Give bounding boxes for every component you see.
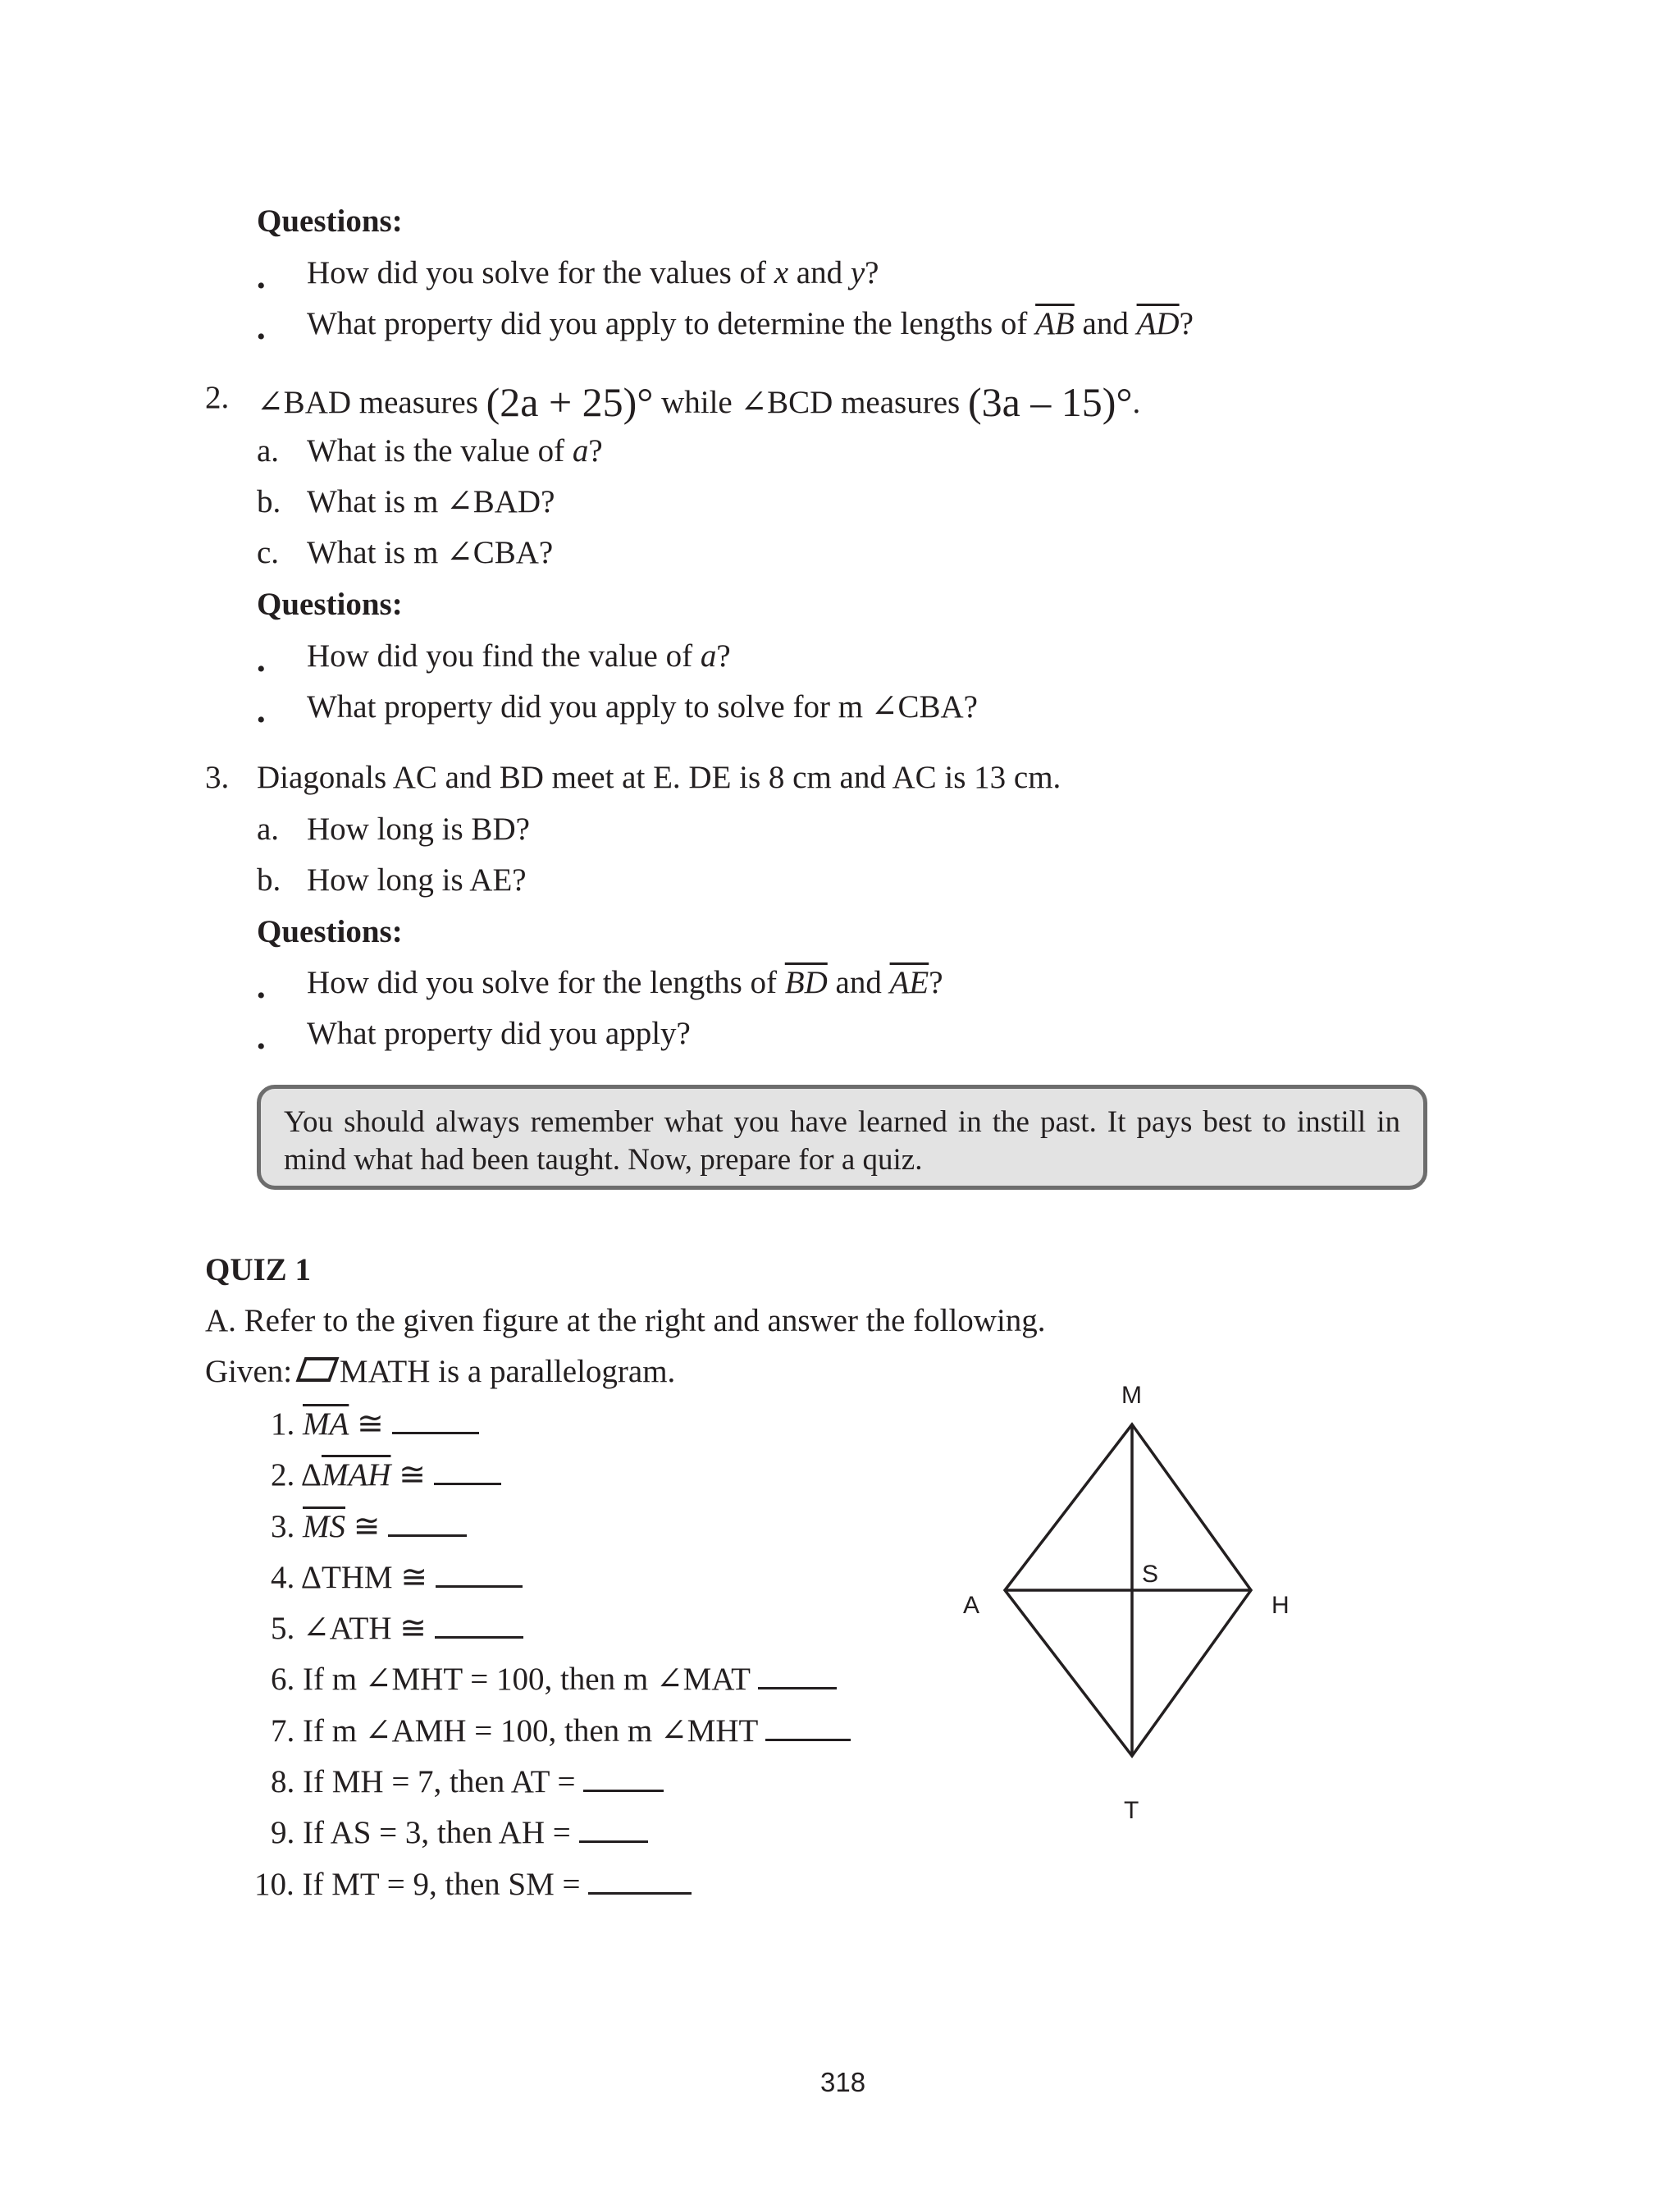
question-lengths-bd-ae: How did you solve for the lengths of $\overline{BD}$ and $\overline{AE}$?: [307, 965, 943, 1000]
bullet: •: [257, 706, 266, 734]
part-length-ae: How long is AE?: [307, 862, 527, 898]
parallelogram-symbol-icon: [295, 1357, 339, 1382]
reminder-note-text: You should always remember what you have learned in the past. It pays best to instill in mind what had been taught. Now, prepare for a quiz.: [284, 1105, 1400, 1177]
item-number-2: 2.: [205, 380, 230, 415]
item-number-3: 3.: [205, 760, 230, 795]
parallelogram-math-figure: [935, 1378, 1312, 1838]
quiz-instruction: A. Refer to the given figure at the right and answer the following.: [205, 1303, 1046, 1338]
part-m-cba: What is m ∠CBA?: [307, 535, 554, 570]
bullet: •: [257, 982, 266, 1009]
part-letter: b.: [257, 862, 281, 898]
quiz-item-7: 7. If m ∠AMH = 100, then m ∠MHT: [271, 1714, 851, 1747]
quiz-given: Given: MATH is a parallelogram.: [205, 1354, 676, 1389]
question-property-cba: What property did you apply to solve for m ∠CBA?: [307, 689, 978, 725]
vertex-label-m: M: [1121, 1382, 1142, 1409]
answer-blank: [583, 1765, 664, 1792]
item-3-stem: Diagonals AC and BD meet at E. DE is 8 cm and AC is 13 cm.: [257, 760, 1061, 795]
page-number: 318: [820, 2067, 866, 2097]
vertex-label-t: T: [1124, 1797, 1139, 1824]
bullet: •: [257, 656, 266, 683]
question-property-apply: What property did you apply?: [307, 1016, 691, 1051]
answer-blank: [434, 1458, 501, 1485]
quiz-title: QUIZ 1: [205, 1252, 311, 1287]
answer-blank: [435, 1612, 523, 1639]
answer-blank: [392, 1407, 479, 1434]
intersection-label-s: S: [1142, 1561, 1159, 1588]
answer-blank: [588, 1868, 692, 1895]
answer-blank: [758, 1662, 837, 1689]
part-letter: a.: [257, 812, 280, 847]
part-value-of-a: What is the value of a?: [307, 433, 603, 469]
part-letter: c.: [257, 535, 280, 570]
quiz-item-2: 2. $\Delta\overline{MAH}$ ≅: [271, 1458, 501, 1491]
part-letter: b.: [257, 484, 281, 519]
reminder-note-box: [257, 1085, 1427, 1190]
bullet: •: [257, 323, 266, 350]
quiz-item-4: 4. ΔTHM ≅: [271, 1561, 523, 1593]
question-find-a: How did you find the value of a?: [307, 638, 731, 674]
quiz-item-1: 1. $\overline{MA}$ ≅: [271, 1407, 479, 1440]
answer-blank: [579, 1816, 648, 1843]
angle-bad-expression: (2a + 25)°: [486, 379, 654, 425]
bullet: •: [257, 1033, 266, 1060]
item-2-stem: ∠BAD measures (2a + 25)° while ∠BCD measures (3a – 15)°.: [257, 379, 1141, 425]
angle-bcd-expression: (3a – 15)°: [967, 379, 1133, 425]
question-solve-x-y: How did you solve for the values of x and y?: [307, 255, 879, 290]
part-length-bd: How long is BD?: [307, 812, 530, 847]
part-m-bad: What is m ∠BAD?: [307, 484, 555, 519]
question-property-lengths: What property did you apply to determine the lengths of $\overline{AB}$ and $\overline{AD}$?: [307, 306, 1194, 341]
quiz-item-5: 5. ∠ATH ≅: [271, 1612, 523, 1644]
questions-heading-1: Questions:: [257, 203, 403, 239]
quiz-item-8: 8. If MH = 7, then AT =: [271, 1765, 664, 1798]
bullet: •: [257, 272, 266, 299]
answer-blank: [436, 1561, 523, 1588]
vertex-label-a: A: [963, 1592, 980, 1619]
answer-blank: [388, 1510, 467, 1537]
vertex-label-h: H: [1271, 1592, 1290, 1619]
part-letter: a.: [257, 433, 280, 469]
questions-heading-2: Questions:: [257, 587, 403, 622]
quiz-item-10: 10. If MT = 9, then SM =: [254, 1868, 692, 1900]
quiz-item-6: 6. If m ∠MHT = 100, then m ∠MAT: [271, 1662, 837, 1695]
quiz-item-9: 9. If AS = 3, then AH =: [271, 1816, 648, 1849]
answer-blank: [765, 1714, 851, 1741]
questions-heading-3: Questions:: [257, 914, 403, 949]
quiz-item-3: 3. $\overline{MS}$ ≅: [271, 1510, 467, 1543]
